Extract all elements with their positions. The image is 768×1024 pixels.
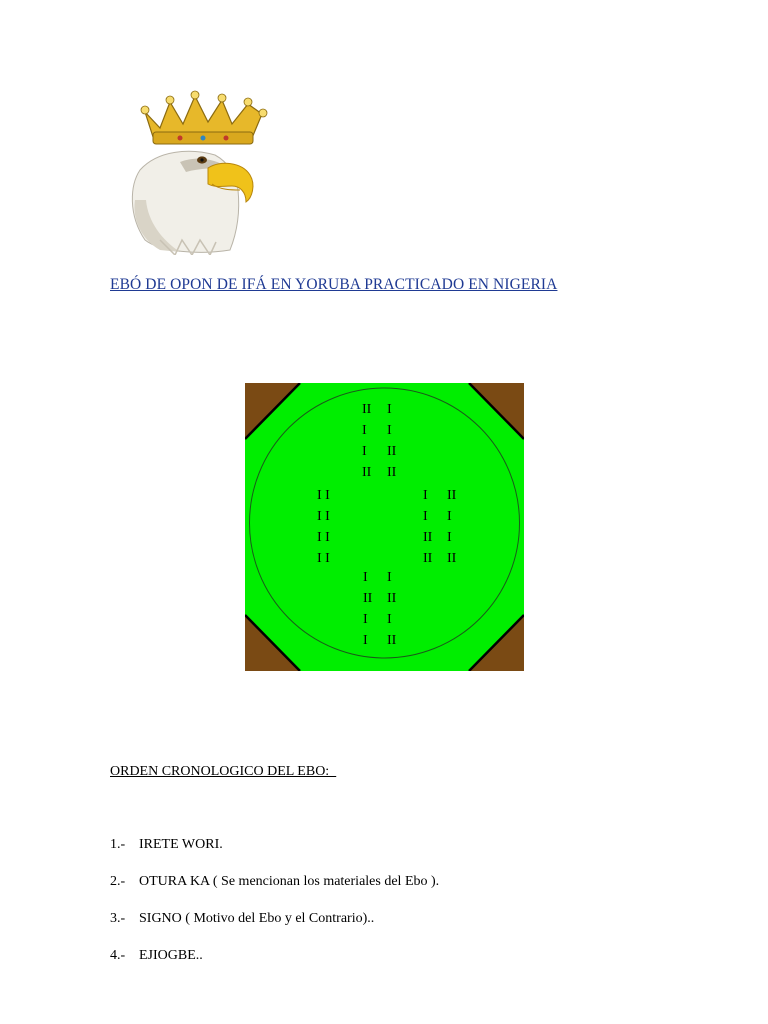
sign-mark-bottom: II — [387, 633, 397, 648]
sign-mark-left: I I — [317, 551, 330, 566]
sign-mark-bottom: I — [363, 633, 368, 648]
crowned-eagle-icon — [120, 90, 270, 255]
step-number: 2.- — [110, 874, 126, 889]
step-number: 1.- — [110, 837, 126, 852]
sign-mark-right: II — [423, 551, 433, 566]
sign-mark-top: II — [362, 465, 372, 480]
sign-mark-left: I I — [317, 530, 330, 545]
sign-mark-bottom: I — [387, 570, 392, 585]
sign-mark-bottom: I — [363, 570, 368, 585]
sign-mark-top: I — [362, 423, 367, 438]
sign-mark-top: II — [387, 444, 397, 459]
sign-mark-right: I — [423, 509, 428, 524]
sign-mark-bottom: II — [387, 591, 397, 606]
sign-mark-right: I — [423, 488, 428, 503]
section-heading: ORDEN CRONOLOGICO DEL EBO: — [110, 764, 337, 779]
sign-mark-right: II — [447, 488, 457, 503]
sign-mark-top: I — [362, 444, 367, 459]
list-item — [110, 874, 439, 911]
sign-mark-left: I I — [317, 509, 330, 524]
sign-mark-top: I — [387, 402, 392, 417]
list-item — [110, 837, 439, 874]
steps-list — [110, 837, 439, 985]
sign-mark-right: I — [447, 530, 452, 545]
sign-mark-right: I — [447, 509, 452, 524]
step-text: IRETE WORI. — [139, 837, 223, 852]
document-title: EBÓ DE OPON DE IFÁ EN YORUBA PRACTICADO EN NIGERIA — [110, 276, 558, 293]
sign-mark-top: I — [387, 423, 392, 438]
sign-mark-right: II — [447, 551, 457, 566]
opon-ifa-board — [245, 383, 524, 671]
board-surface — [245, 383, 524, 671]
step-number: 4.- — [110, 948, 126, 963]
list-item — [110, 911, 439, 948]
sign-mark-top: II — [387, 465, 397, 480]
sign-mark-top: II — [362, 402, 372, 417]
step-text: SIGNO ( Motivo del Ebo y el Contrario).. — [139, 911, 375, 926]
sign-mark-bottom: I — [387, 612, 392, 627]
sign-mark-bottom: II — [363, 591, 373, 606]
sign-mark-bottom: I — [363, 612, 368, 627]
list-item — [110, 948, 439, 985]
sign-mark-right: II — [423, 530, 433, 545]
step-number: 3.- — [110, 911, 126, 926]
sign-mark-left: I I — [317, 488, 330, 503]
step-text: EJIOGBE.. — [139, 948, 203, 963]
step-text: OTURA KA ( Se mencionan los materiales del Ebo ). — [139, 874, 440, 889]
